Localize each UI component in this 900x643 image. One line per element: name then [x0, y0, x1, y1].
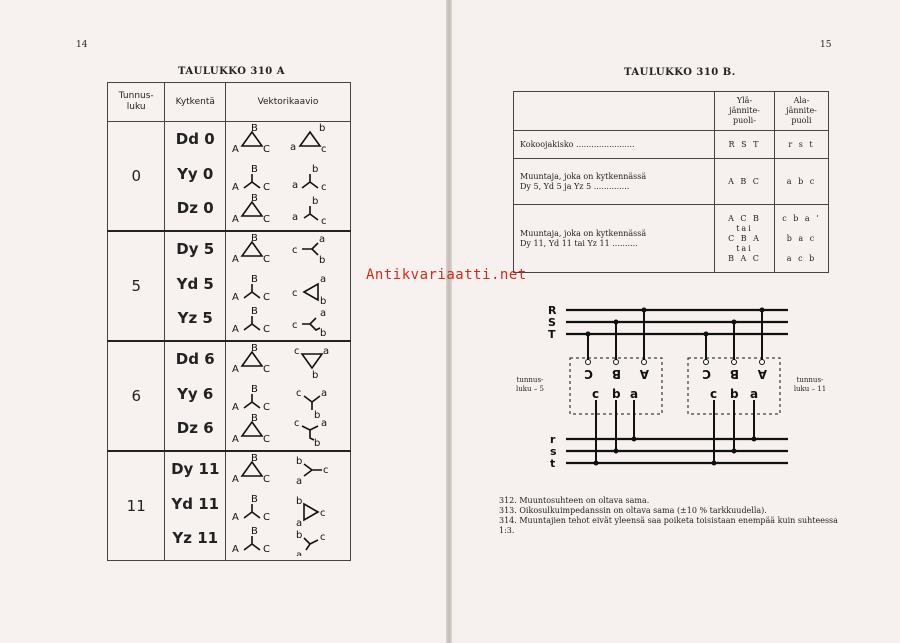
hv-label-B: B — [729, 367, 739, 381]
svg-text:A: A — [232, 474, 239, 485]
svg-text:a: a — [296, 550, 303, 556]
connection-code: Yd 5 — [176, 274, 214, 293]
group-row — [108, 122, 351, 232]
left-page — [0, 0, 446, 643]
table-row — [514, 205, 829, 273]
row-label: Muuntaja, joka on kytkennässä Dy 11, Yd 11 tai Yz 11 .......... — [514, 205, 715, 273]
table-310a — [107, 82, 351, 561]
svg-text:A: A — [232, 254, 239, 265]
note-313: 313. Oikosulkuimpedanssin on oltava sama (±10 % tarkkuudella). — [499, 506, 767, 515]
svg-text:C: C — [263, 512, 270, 523]
row-yla: A B C — [715, 159, 775, 205]
svg-text:A: A — [232, 144, 239, 155]
svg-text:b: b — [296, 456, 303, 467]
hv-label-A: A — [639, 367, 649, 381]
connection-code: Yy 6 — [177, 384, 214, 403]
svg-text:c: c — [321, 144, 327, 155]
bus-label-T: T — [548, 328, 556, 341]
svg-text:C: C — [263, 402, 270, 413]
note-312: 312. Muuntosuhteen on oltava sama. — [499, 496, 650, 505]
vector-diagram-group-11 — [226, 452, 350, 556]
header-alajannite: Ala- jännite- puoli — [775, 92, 829, 131]
svg-text:b: b — [320, 328, 327, 336]
header-vektorikaavio: Vektorikaavio — [226, 83, 351, 122]
svg-text:B: B — [251, 494, 258, 505]
header-tunnusluku: Tunnus- luku — [108, 83, 165, 122]
svg-text:B: B — [251, 384, 258, 395]
svg-text:a: a — [292, 212, 299, 223]
svg-text:A: A — [232, 214, 239, 225]
table-b-header — [514, 92, 829, 131]
svg-text:c: c — [292, 245, 298, 256]
hv-label-C: C — [584, 367, 593, 381]
svg-text:b: b — [319, 123, 326, 134]
connection-code: Dz 0 — [176, 199, 214, 218]
row-label: Kokoojakisko ....................... — [514, 131, 715, 159]
svg-text:C: C — [263, 254, 270, 265]
lv-label-a: a — [750, 387, 759, 401]
group-row — [108, 451, 351, 561]
bus-label-S: S — [548, 316, 556, 329]
svg-text:C: C — [263, 292, 270, 303]
svg-text:A: A — [232, 324, 239, 335]
connection-code: Yd 11 — [171, 494, 220, 513]
vector-diagrams — [226, 122, 351, 232]
svg-text:a: a — [296, 518, 303, 529]
vector-diagrams — [226, 231, 351, 341]
svg-text:a: a — [321, 388, 328, 399]
svg-text:B: B — [251, 343, 258, 354]
svg-text:A: A — [232, 292, 239, 303]
connection-code: Yz 11 — [172, 529, 219, 548]
page-number-left: 14 — [76, 40, 88, 50]
svg-text:B: B — [251, 274, 258, 285]
connection-code: Yz 5 — [177, 309, 213, 328]
svg-text:B: B — [251, 233, 258, 244]
row-yla: A C B tai C B A tai B A C — [715, 205, 775, 273]
svg-text:A: A — [232, 364, 239, 375]
vector-diagrams — [226, 451, 351, 561]
svg-text:C: C — [263, 364, 270, 375]
svg-text:B: B — [251, 413, 258, 424]
group-row — [108, 231, 351, 341]
svg-text:c: c — [320, 508, 326, 519]
svg-text:c: c — [294, 346, 300, 357]
svg-text:C: C — [263, 182, 270, 193]
svg-text:c: c — [296, 388, 302, 399]
svg-text:A: A — [232, 402, 239, 413]
bus-label-s: s — [550, 445, 557, 458]
header-ylajannite: Ylä- jännite- puoli- — [715, 92, 775, 131]
row-yla: R S T — [715, 131, 775, 159]
svg-text:A: A — [232, 182, 239, 193]
vector-diagram-group-0 — [226, 122, 350, 226]
lv-label-b: b — [730, 387, 739, 401]
hv-label-A: A — [757, 367, 767, 381]
bus-label-R: R — [548, 304, 557, 317]
connection-code: Dz 6 — [176, 419, 214, 438]
vector-diagram-group-5 — [226, 232, 350, 336]
svg-text:b: b — [312, 196, 319, 207]
svg-text:c: c — [320, 532, 326, 543]
table-b-title: TAULUKKO 310 B. — [624, 67, 736, 78]
svg-text:a: a — [296, 476, 303, 487]
svg-text:c: c — [321, 182, 327, 193]
table-a-header — [108, 83, 351, 122]
svg-text:B: B — [251, 453, 258, 464]
lv-label-c: c — [710, 387, 718, 401]
svg-text:B: B — [251, 306, 258, 317]
svg-text:c: c — [321, 216, 327, 226]
table-row — [514, 159, 829, 205]
svg-text:a: a — [292, 180, 299, 191]
svg-text:c: c — [323, 465, 329, 476]
svg-text:C: C — [263, 474, 270, 485]
bus-label-r: r — [550, 433, 556, 446]
lv-label-b: b — [612, 387, 621, 401]
svg-text:C: C — [263, 324, 270, 335]
connection-code: Dd 6 — [175, 350, 215, 368]
connection-code: Yy 0 — [177, 164, 214, 183]
group-number: 6 — [108, 341, 165, 451]
svg-text:A: A — [232, 434, 239, 445]
svg-text:b: b — [312, 164, 319, 175]
table-row — [514, 131, 829, 159]
svg-text:b: b — [320, 296, 327, 307]
group-row — [108, 341, 351, 451]
svg-text:c: c — [294, 418, 300, 429]
svg-text:b: b — [319, 255, 326, 266]
table-a-title: TAULUKKO 310 A — [178, 66, 285, 77]
table-310b — [513, 91, 829, 273]
svg-text:c: c — [292, 288, 298, 299]
row-label: Muuntaja, joka on kytkennässä Dy 5, Yd 5 ja Yz 5 .............. — [514, 159, 715, 205]
lv-label-a: a — [630, 387, 639, 401]
svg-text:b: b — [314, 438, 321, 446]
svg-text:a: a — [319, 234, 326, 245]
group-number: 0 — [108, 122, 165, 232]
connection-code: Dy 5 — [176, 240, 215, 258]
connection-code: Dy 11 — [171, 460, 220, 478]
svg-text:a: a — [323, 346, 330, 357]
row-ala: a b c — [775, 159, 829, 205]
right-page — [452, 0, 900, 643]
svg-text:B: B — [251, 526, 258, 537]
svg-text:b: b — [296, 530, 303, 541]
svg-text:B: B — [251, 123, 258, 134]
vector-diagrams — [226, 341, 351, 451]
svg-text:b: b — [296, 496, 303, 507]
notes — [499, 496, 844, 536]
connection-code: Dd 0 — [175, 130, 215, 148]
svg-text:C: C — [263, 544, 270, 555]
svg-text:B: B — [251, 193, 258, 204]
svg-text:C: C — [263, 214, 270, 225]
svg-text:a: a — [321, 418, 328, 429]
hv-label-C: C — [702, 367, 711, 381]
watermark: Antikvariaatti.net — [366, 267, 527, 283]
vector-diagram-group-6 — [226, 342, 350, 446]
svg-text:A: A — [232, 512, 239, 523]
svg-text:b: b — [312, 370, 319, 381]
group-number: 11 — [108, 451, 165, 561]
bus-label-t: t — [550, 457, 556, 470]
label-tunnusluku-5: tunnus- luku – 5 — [516, 376, 544, 393]
svg-text:A: A — [232, 544, 239, 555]
svg-text:C: C — [263, 434, 270, 445]
svg-text:C: C — [263, 144, 270, 155]
page-number-right: 15 — [820, 40, 832, 50]
svg-text:B: B — [251, 164, 258, 175]
svg-text:b: b — [314, 410, 321, 421]
group-number: 5 — [108, 231, 165, 341]
svg-text:a: a — [320, 308, 327, 319]
note-314: 314. Muuntajien tehot eivät yleensä saa poiketa toisistaan enempää kuin suhteessa 1:3. — [499, 516, 838, 535]
header-kytkenta: Kytkentä — [165, 83, 226, 122]
svg-text:c: c — [292, 320, 298, 331]
hv-label-B: B — [611, 367, 621, 381]
label-tunnusluku-11: tunnus- luku – 11 — [793, 376, 827, 393]
row-ala: c b a ’ b a c a c b — [775, 205, 829, 273]
row-ala: r s t — [775, 131, 829, 159]
lv-label-c: c — [592, 387, 600, 401]
svg-text:a: a — [320, 274, 327, 285]
svg-text:a: a — [290, 142, 297, 153]
